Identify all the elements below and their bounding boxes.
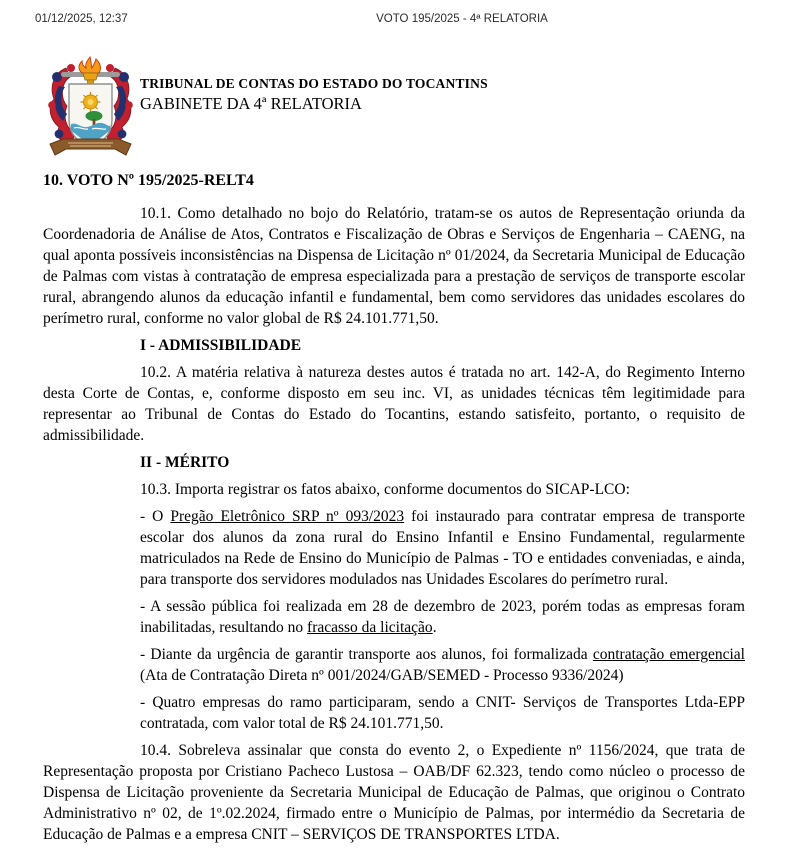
underlined-text: contratação emergencial	[592, 646, 745, 663]
paragraph-10-4: 10.4. Sobreleva assinalar que consta do evento 2, o Expediente nº 1156/2024, que trata de Representação proposta por Cristiano Pacheco Lustosa – OAB/DF 62.323, tendo como núcleo o processo de Dispensa de Licitação proveniente da Secretaria Municipal de Educação de Palmas, que originou o Contrato Administrativo nº 02, de 1º.02.2024, firmado entre o Município de Palmas, por intermédio da Secretaria de Educação de Palmas e a empresa CNIT – SERVIÇOS DE TRANSPORTES LTDA.	[43, 742, 745, 843]
bullet-sessao-publica: - A sessão pública foi realizada em 28 de dezembro de 2023, porém todas as empresas foram inabilitadas, resultando no fracasso da licitação.	[140, 598, 745, 636]
paragraph-10-2: 10.2. A matéria relativa à natureza destes autos é tratada no art. 142-A, do Regimento Interno desta Corte de Contas, e, conforme disposto em seu inc. VI, as unidades técnicas têm legitimidade para representar ao Tribunal de Contas do Estado do Tocantins, estando satisfeito, portanto, o requisito de admissibilidade.	[43, 364, 745, 444]
print-header-title: VOTO 195/2025 - 4ª RELATORIA	[376, 13, 548, 25]
underlined-text: fracasso da licitação	[307, 619, 433, 636]
print-header-datetime: 01/12/2025, 12:37	[35, 13, 128, 25]
org-name: TRIBUNAL DE CONTAS DO ESTADO DO TOCANTINS	[140, 76, 488, 91]
paragraph-10-1: 10.1. Como detalhado no bojo do Relatório, tratam-se os autos de Representação oriunda da Coordenadoria de Análise de Atos, Contratos e Fiscalização de Obras e Serviços de Engenharia – CAENG, na qual aponta possíveis inconsistências na Dispensa de Licitação nº 01/2024, da Secretaria Municipal de Educação de Palmas com vistas à contratação de empresa especializada para a prestação de serviços de transporte escolar rural, abrangendo alunos da educação infantil e fundamental, bem como servidores das unidades escolares do perímetro rural, conforme no valor global de R$ 24.101.771,50.	[43, 205, 745, 327]
letterhead	[44, 56, 488, 160]
heading-merito: II - MÉRITO	[140, 454, 230, 471]
office-name: GABINETE DA 4ª RELATORIA	[140, 94, 362, 113]
document-title: 10. VOTO Nº 195/2025-RELT4	[43, 172, 254, 189]
document-blocks	[43, 203, 745, 845]
bullet-contratacao-emergencial: - Diante da urgência de garantir transporte aos alunos, foi formalizada contratação emergencial (Ata de Contratação Direta nº 001/2024/GAB/SEMED - Processo 9336/2024)	[140, 646, 745, 684]
bullet-quatro-empresas: - Quatro empresas do ramo participaram, sendo a CNIT- Serviços de Transportes Ltda-EPP contratada, com valor total de R$ 24.101.771,50.	[140, 694, 745, 732]
underlined-text: Pregão Eletrônico SRP nº 093/2023	[170, 508, 405, 525]
bullet-pregao-eletronico: - O Pregão Eletrônico SRP nº 093/2023 foi instaurado para contratar empresa de transporte escolar dos alunos da zona rural do Ensino Infantil e Ensino Fundamental, regularmente matriculados na Rede de Ensino do Município de Palmas - TO e entidades conveniadas, e ainda, para transporte dos servidores modulados nas Unidades Escolares do perímetro rural.	[140, 508, 746, 588]
document-body	[43, 170, 745, 851]
letterhead-text	[140, 56, 488, 114]
heading-admissibilidade: I - ADMISSIBILIDADE	[140, 337, 302, 354]
coat-of-arms-icon	[44, 56, 137, 160]
paragraph-10-3: 10.3. Importa registrar os fatos abaixo, conforme documentos do SICAP-LCO:	[140, 481, 630, 498]
print-header	[0, 13, 788, 29]
